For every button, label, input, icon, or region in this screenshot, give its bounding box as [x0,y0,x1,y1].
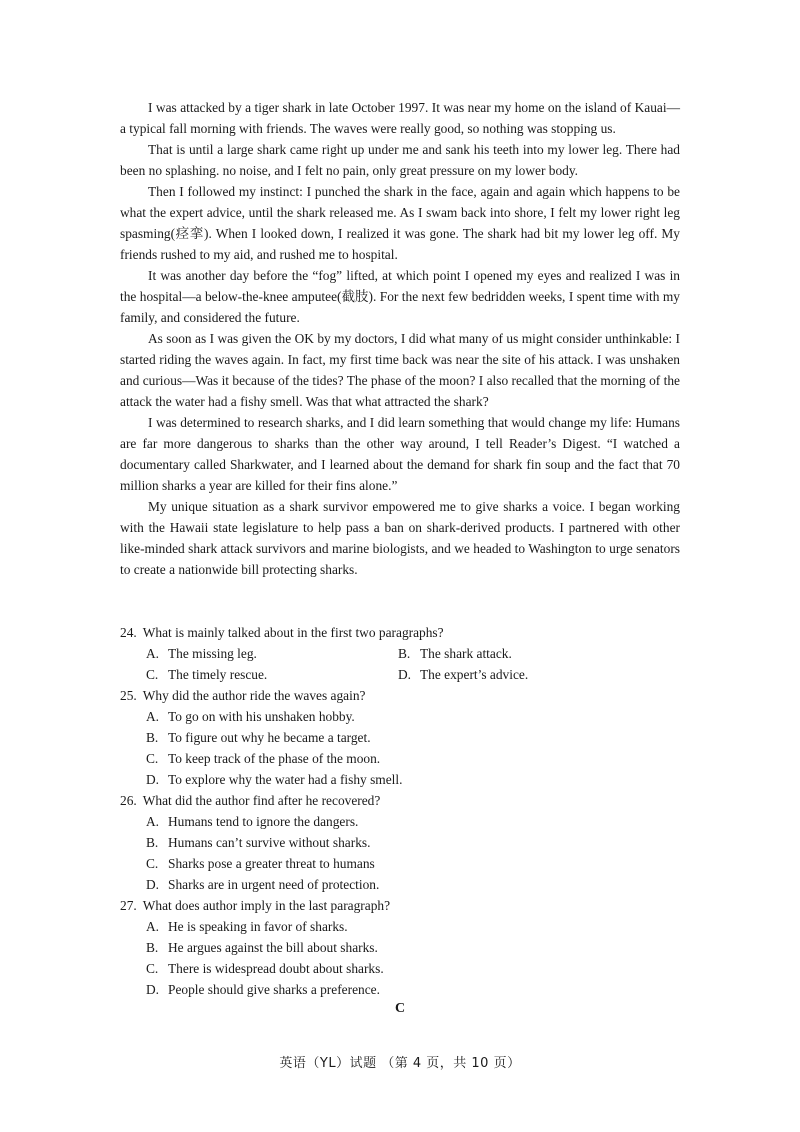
option-letter: A. [146,709,160,724]
question-number: 25. [120,688,137,703]
option-b[interactable] [146,727,680,748]
passage-paragraph: It was another day before the “fog” lifted, at which point I opened my eyes and realized I was in the hospital—a below-the-knee amputee(截肢). For the next few bedridden weeks, I spent time with my family, and considered the future. [120,268,680,325]
question-number: 26. [120,793,137,808]
option-text: The missing leg. [168,646,257,661]
passage-paragraph: I was attacked by a tiger shark in late October 1997. It was near my home on the island of Kauai—a typical fall morning with friends. The waves were really good, so nothing was stopping us. [120,100,680,136]
option-text: The shark attack. [420,646,512,661]
option-a[interactable] [146,811,680,832]
option-c[interactable] [146,958,680,979]
question-26 [120,790,680,895]
option-text: Humans tend to ignore the dangers. [168,814,359,829]
question-number: 27. [120,898,137,913]
option-letter: A. [146,814,160,829]
option-list [120,706,680,790]
option-list [120,811,680,895]
option-letter: D. [398,667,412,682]
option-letter: C. [146,961,159,976]
option-letter: A. [146,919,160,934]
option-b[interactable] [398,643,658,664]
question-text: Why did the author ride the waves again? [142,688,366,703]
option-text: The expert’s advice. [420,667,529,682]
option-d[interactable] [398,664,658,685]
section-heading: C [394,1001,406,1016]
option-a[interactable] [146,916,680,937]
option-c[interactable] [146,748,680,769]
passage-paragraph: That is until a large shark came right up under me and sank his teeth into my lower leg. There had been no splashing. no noise, and I felt no pain, only great pressure on my lower body. [120,142,680,178]
option-list [120,916,680,1000]
option-c[interactable] [146,853,680,874]
option-text: To explore why the water had a fishy smell. [168,772,403,787]
question-27 [120,895,680,1000]
option-text: Humans can’t survive without sharks. [168,835,371,850]
option-letter: B. [398,646,411,661]
option-a[interactable] [146,643,398,664]
option-letter: D. [146,772,160,787]
option-d[interactable] [146,769,680,790]
option-letter: D. [146,877,160,892]
option-text: To go on with his unshaken hobby. [168,709,355,724]
option-letter: B. [146,940,159,955]
question-list [120,622,680,1000]
option-letter: A. [146,646,160,661]
option-a[interactable] [146,706,680,727]
question-text: What does author imply in the last paragraph? [142,898,391,913]
option-b[interactable] [146,937,680,958]
option-letter: C. [146,751,159,766]
passage-paragraph: My unique situation as a shark survivor empowered me to give sharks a voice. I began working with the Hawaii state legislature to help pass a ban on shark-derived products. I partnered with other like-minded shark attack survivors and marine biologists, and we headed to Washington to urge senators to create a nationwide bill protecting sharks. [120,499,680,577]
option-letter: B. [146,730,159,745]
question-stem [120,622,680,643]
question-text: What did the author find after he recovered? [142,793,381,808]
question-stem [120,895,680,916]
option-text: The timely rescue. [168,667,268,682]
option-letter: B. [146,835,159,850]
passage-paragraph: I was determined to research sharks, and I did learn something that would change my life: Humans are far more dangerous to sharks than the other way around, I tell Reader’s Digest. “I watched a documentary called Sharkwater, and I learned about the demand for shark fin soup and the fact that 70 million sharks a year are killed for their fins alone.” [120,415,680,493]
option-text: He is speaking in favor of sharks. [168,919,348,934]
question-stem [120,685,680,706]
question-number: 24. [120,625,137,640]
option-text: Sharks are in urgent need of protection. [168,877,380,892]
question-text: What is mainly talked about in the first two paragraphs? [142,625,444,640]
option-text: People should give sharks a preference. [168,982,380,997]
page-footer: 英语（YL）试题 （第 4 页，共 10 页） [279,1056,521,1071]
question-stem [120,790,680,811]
option-b[interactable] [146,832,680,853]
option-letter: C. [146,667,159,682]
option-text: To keep track of the phase of the moon. [168,751,381,766]
question-25 [120,685,680,790]
option-letter: D. [146,982,160,997]
option-c[interactable] [146,664,398,685]
option-text: He argues against the bill about sharks. [168,940,378,955]
option-letter: C. [146,856,159,871]
option-text: To figure out why he became a target. [168,730,371,745]
passage-paragraph: As soon as I was given the OK by my doctors, I did what many of us might consider unthinkable: I started riding the waves again. In fact, my first time back was near the site of his attack. I was unshaken and curious—Was it because of the tides? The phase of the moon? I also recalled that the morning of the attack the water had a fishy smell. Was that what attracted the shark? [120,331,680,409]
passage-paragraph: Then I followed my instinct: I punched the shark in the face, again and again which happens to be what the expert advice, until the shark released me. As I swam back into shore, I felt my lower right leg spasming(痉挛). When I looked down, I realized it was gone. The shark had bit my lower leg off. My friends rushed to my aid, and rushed me to hospital. [120,184,680,262]
option-text: There is widespread doubt about sharks. [168,961,384,976]
option-text: Sharks pose a greater threat to humans [168,856,375,871]
reading-passage [120,97,680,580]
option-list [120,643,680,685]
question-24 [120,622,680,685]
option-d[interactable] [146,874,680,895]
option-d[interactable] [146,979,680,1000]
